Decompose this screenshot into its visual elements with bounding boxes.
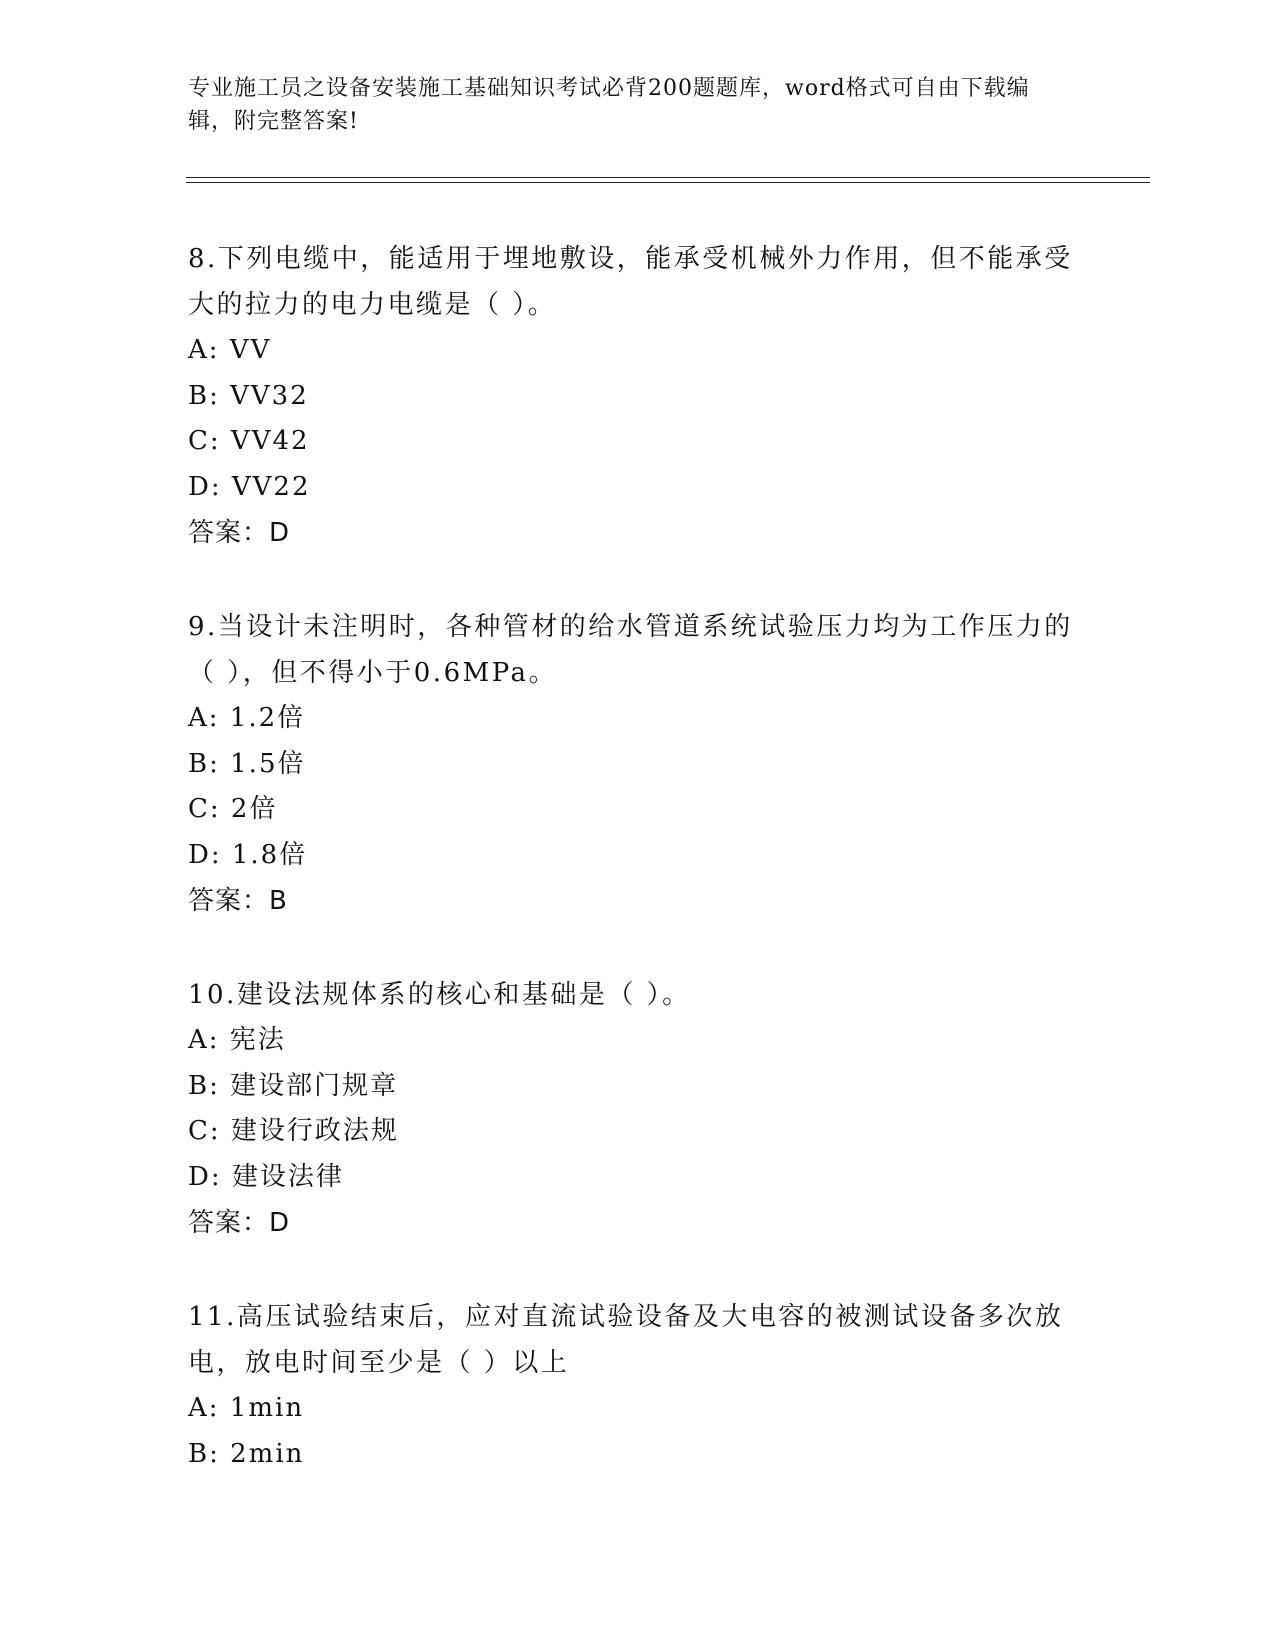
question-text: 8.下列电缆中，能适用于埋地敷设，能承受机械外力作用，但不能承受大的拉力的电力电缆是（ ）。 xyxy=(188,244,1073,320)
option-b: B: 建设部门规章 xyxy=(188,1070,399,1101)
option-b: B: VV32 xyxy=(188,380,309,411)
document-header: 专业施工员之设备安装施工基础知识考试必背200题题库，word格式可自由下载编辑，附完整答案! xyxy=(188,76,1030,134)
option-b: B: 1.5倍 xyxy=(188,748,306,779)
header-divider-bottom xyxy=(186,182,1150,183)
option-c: C: VV42 xyxy=(188,426,310,456)
question-10 xyxy=(188,972,1078,1246)
question-11 xyxy=(188,1294,1078,1477)
question-text: 9.当设计未注明时，各种管材的给水管道系统试验压力均为工作压力的（ ），但不得小于0.6MPa。 xyxy=(188,612,1073,688)
option-a: A: VV xyxy=(188,335,272,365)
option-c: C: 建设行政法规 xyxy=(188,1116,399,1146)
option-d: D: 1.8倍 xyxy=(188,839,308,870)
option-d: D: VV22 xyxy=(188,471,311,502)
answer: 答案：B xyxy=(188,886,288,916)
question-text: 10.建设法规体系的核心和基础是（ ）。 xyxy=(188,980,691,1010)
answer: 答案：D xyxy=(188,518,291,548)
question-9 xyxy=(188,604,1078,924)
question-list xyxy=(188,236,1078,1525)
option-a: A: 1.2倍 xyxy=(188,703,306,733)
option-a: A: 宪法 xyxy=(188,1025,286,1055)
option-d: D: 建设法律 xyxy=(188,1161,344,1192)
answer: 答案：D xyxy=(188,1208,291,1238)
question-8 xyxy=(188,236,1078,556)
question-text: 11.高压试验结束后，应对直流试验设备及大电容的被测试设备多次放电，放电时间至少是（ ）以上 xyxy=(188,1302,1064,1378)
option-c: C: 2倍 xyxy=(188,794,278,824)
header-divider-top xyxy=(186,177,1150,178)
option-a: A: 1min xyxy=(188,1393,305,1423)
option-b: B: 2min xyxy=(188,1438,305,1469)
